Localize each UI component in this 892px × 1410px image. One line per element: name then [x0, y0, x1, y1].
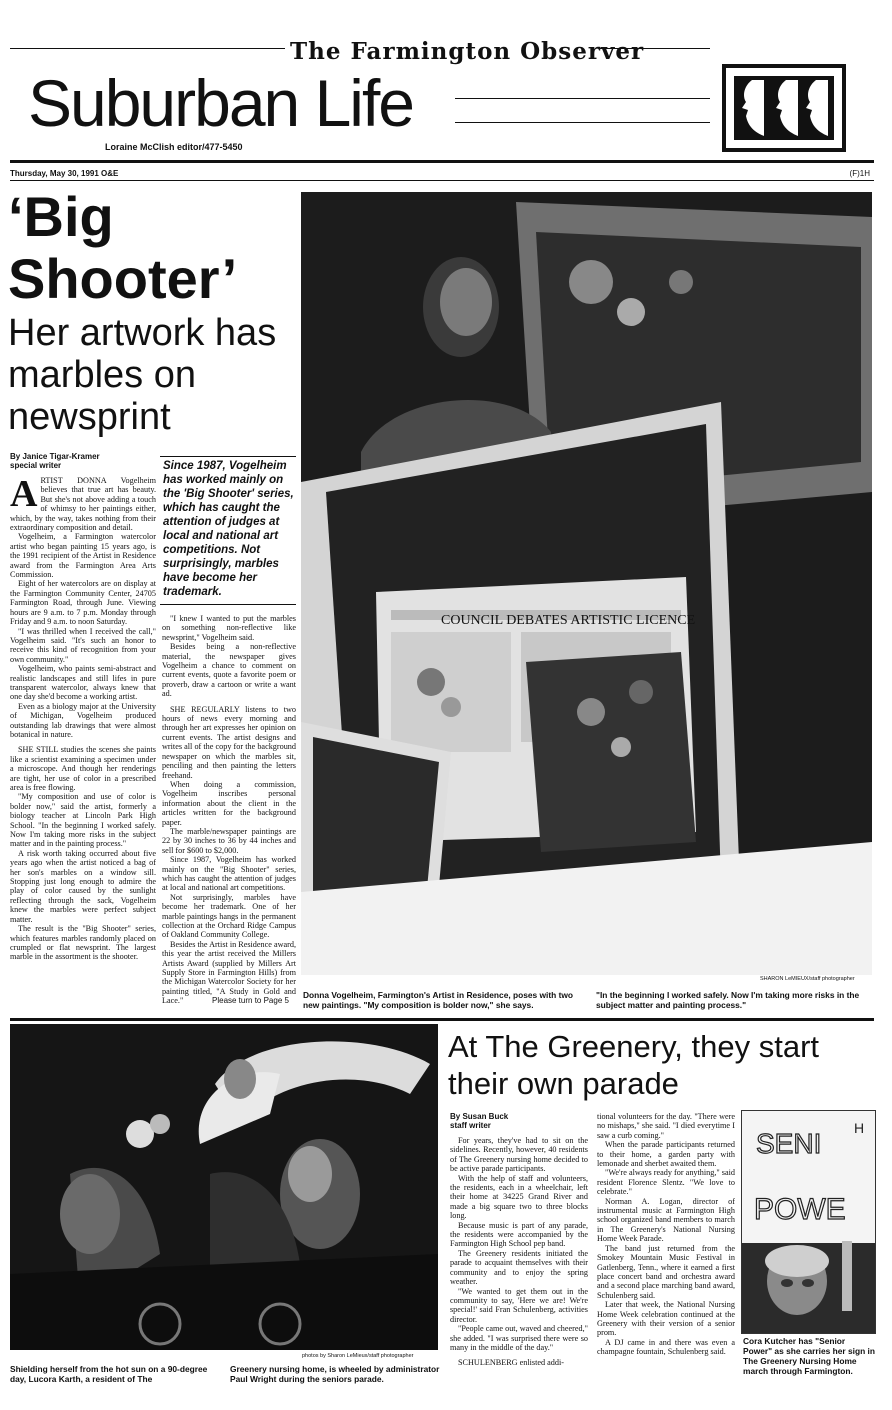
- lead-col1-p5: Vogelheim, who paints semi-abstract and realistic landscapes and still lifes in pure transparent watercolor, always knew that one day she'd become a working artist.: [10, 664, 156, 702]
- greenery-headline: At The Greenery, they start their own parade: [448, 1029, 820, 1101]
- greenery-col2-p5: The band just returned from the Smokey Mountain Music Festival in Gatlenberg, Tenn., where it earned a first place concert band and orchestra award and a second place marching band award, Schulenberg said.: [597, 1243, 735, 1300]
- lead-col1-p2: Vogelheim, a Farmington watercolor artist who began painting 15 years ago, is the 1991 recipient of the Artist in Residence award from the Farmington Area Arts Commission.: [10, 532, 156, 580]
- lead-col1-p4: "I was thrilled when I received the call," Vogelheim said. "It's such an honor to receive this kind of recognition from your own community.": [10, 626, 156, 664]
- title-rule: [455, 98, 710, 99]
- pull-quote-rule-top: [160, 456, 296, 457]
- greenery-col2-p1: tional volunteers for the day. "There were no mishaps," she said. "I died everytime I saw a curb coming.": [597, 1112, 735, 1140]
- pull-quote-rule-bottom: [160, 604, 296, 605]
- lead-byline-role: special writer: [10, 461, 62, 470]
- greenery-col1-p3: Because music is part of any parade, the residents were accompanied by the Farmington High School pep band.: [450, 1220, 588, 1249]
- lead-col2-p2: Besides being a non-reflective material, the newspaper gives Vogelheim a chance to comment on current events, quote a favorite poem or proverb, draw a cartoon or write a want ad.: [162, 642, 296, 699]
- lead-col1-p8: "My composition and use of color is bolder now," said the artist, formerly a biology teacher at Lincoln Park High School. "In the beginning I worked safely. Now I'm taking more risks in the subject matter and in the painting process.": [10, 792, 156, 849]
- masthead-logo: [722, 64, 846, 152]
- greenery-byline: [450, 1112, 508, 1130]
- paper-name: The Farmington Observer: [290, 38, 645, 65]
- senior-power-sign-image: [742, 1111, 875, 1333]
- greenery-byline-name: By Susan Buck: [450, 1112, 509, 1121]
- greenery-col2-p4: Norman A. Logan, director of instrumental music at Farmington High school organized band members to march in The Greenery's National Nursing Home Week Parade.: [597, 1196, 735, 1244]
- lead-photo-credit: SHARON LeMIEUX/staff photographer: [760, 976, 855, 982]
- pull-quote: Since 1987, Vogelheim has worked mainly on the 'Big Shooter' series, which has caught the attention of judges at local and national art competitions. Not surprisingly, marbles have become her trademark.: [163, 460, 294, 598]
- greenery-byline-role: staff writer: [450, 1121, 491, 1130]
- lead-col2-p7: Not surprisingly, marbles have become her trademark. One of her marble paintings hangs in the permanent collection at the Orchard Ridge Campus of Oakland Community College.: [162, 892, 296, 940]
- senior-power-photo: [741, 1110, 876, 1334]
- lead-column-1: [10, 473, 156, 1006]
- greenery-col1-p4: The Greenery residents initiated the parade to acquaint themselves with their community and to enjoy the spring weather.: [450, 1248, 588, 1287]
- story-divider: [10, 1018, 874, 1021]
- section-title: Suburban Life: [28, 66, 413, 140]
- lead-col2-p1: "I knew I wanted to put the marbles on something non-reflective like newsprint," Vogelheim said.: [162, 614, 296, 642]
- greenery-col2-p2: When the parade participants returned to their home, a garden party with lemonade and sherbet awaited them.: [597, 1140, 735, 1169]
- masthead-bottom-rule: [10, 160, 874, 163]
- faces-logo-art: [734, 76, 834, 140]
- lead-byline-name: By Janice Tigar-Kramer: [10, 452, 100, 461]
- greenery-col1-p6: "People came out, waved and cheered," she added. "I was surprised there were so many in the middle of the day.": [450, 1324, 588, 1352]
- lead-col1-p7: SHE STILL studies the scenes she paints like a scientist examining a specimen under a microscope. And though her renderings are tight, her use of color in a prescribed area is free flowing.: [10, 745, 156, 792]
- lead-col1-p6: Even as a biology major at the University of Michigan, Vogelheim produced outstanding lab drawings that were almost botanical in nature.: [10, 701, 156, 739]
- lead-col2-p5: The marble/newspaper paintings are 22 by 30 inches to 36 by 44 inches and sell for $600 to $2,000.: [162, 826, 296, 855]
- artist-with-paintings-image: [301, 192, 872, 975]
- lead-col2-p3: SHE REGULARLY listens to two hours of news every morning and through her art expresses her opinion on current events. The artist designs and writes all of the copy for the background newspaper on which the marbles sit, penciling and then painting the letters freehand.: [162, 704, 296, 780]
- greenery-col1-p7: SCHULENBERG enlisted addi-: [458, 1358, 564, 1368]
- parade-caption-mid: Greenery nursing home, is wheeled by administrator Paul Wright during the seniors parade.: [230, 1364, 440, 1384]
- date-line: Thursday, May 30, 1991 O&E: [10, 169, 119, 178]
- lead-caption-left: Donna Vogelheim, Farmington's Artist in Residence, poses with two new paintings. "My composition is bolder now," she says.: [303, 990, 574, 1010]
- greenery-column-2: [597, 1112, 735, 1392]
- jump-line: Please turn to Page 5: [212, 996, 289, 1005]
- parade-photo-credit: photos by Sharon LeMieux/staff photographer: [302, 1353, 414, 1359]
- lead-col2-p8: Besides the Artist in Residence award, this year the artist received the Millers Artists Award (supplied by Millers Art Supply Store in Farmington Hills) from the Michigan Watercolor Society for her painting titled, "A Study in Gold and Lace.": [162, 939, 296, 1006]
- lead-subhead: Her artwork has marbles on newsprint: [8, 312, 277, 438]
- lead-headline: ‘Big Shooter’: [8, 185, 238, 310]
- lead-col1-p9: A risk worth taking occurred about five years ago when the artist noticed a bag of her son's marbles on a window sill. Stopping just long enough to admire the play of color caused by the sunlight reflecting through the sack, Vogelheim knew the marbles were perfect subject matter.: [10, 848, 156, 924]
- lead-caption-right: "In the beginning I worked safely. Now I'm taking more risks in the subject matter and painting process.": [596, 990, 860, 1010]
- edition-code: (F)1H: [849, 169, 870, 178]
- greenery-col2-p6: Later that week, the National Nursing Home Week celebration continued at the Greenery with their version of a senior prom.: [597, 1300, 735, 1338]
- sign-text-top: SENI: [756, 1128, 822, 1159]
- lead-col2-p6: Since 1987, Vogelheim has worked mainly on the "Big Shooter" series, which has caught the attention of judges at local and national art competitions.: [162, 855, 296, 893]
- greenery-column-1: [450, 1136, 588, 1394]
- lead-col1-p1: RTIST DONNA Vogelheim believes that true art has beauty. But she's not above adding a touch of whimsy to her paintings either, which, by the way, takes nothing from their extraordinary composition and detail.: [10, 476, 156, 533]
- drop-cap: A: [10, 473, 38, 515]
- masthead-rule-left: [10, 48, 285, 49]
- lead-photo: [301, 192, 872, 975]
- faces-icon: [734, 76, 834, 140]
- title-rule-2: [455, 122, 710, 123]
- greenery-col2-p3: "We're always ready for anything," said resident Florence Slentz. "We love to celebrate.": [597, 1168, 735, 1197]
- greenery-col2-p7: A DJ came in and there was even a champagne fountain, Schulenberg said.: [597, 1337, 735, 1357]
- sign-text-corner: H: [854, 1120, 865, 1136]
- editor-line: Loraine McClish editor/477-5450: [105, 142, 243, 152]
- lead-col1-p3: Eight of her watercolors are on display at the Farmington Community Center, 24705 Farmington Road, through June. Viewing hours are 9 a.m. to 7 p.m. Monday through Friday and 9 a.m. to noon Saturday.: [10, 579, 156, 627]
- council-headline-in-photo: COUNCIL DEBATES ARTISTIC LICENCE: [441, 613, 696, 628]
- sign-text-bottom: POWE: [754, 1193, 846, 1226]
- lead-col2-p4: When doing a commission, Vogelheim inscribes personal information about the client in the articles written for the background paper.: [162, 779, 296, 827]
- senior-power-caption: Cora Kutcher has "Senior Power" as she carries her sign in The Greenery Nursing Home march through Farmington.: [743, 1336, 875, 1376]
- greenery-col1-p1: For years, they've had to sit on the sidelines. Recently, however, 40 residents of The Greenery nursing home decided to be active parade participants.: [450, 1136, 588, 1174]
- parade-wheelchair-image: [10, 1024, 438, 1350]
- dateline-rule: [10, 180, 874, 181]
- greenery-col1-p5: "We wanted to get them out in the community to say, 'Here we are! We're special!' said Fran Schulenberg, activities director.: [450, 1286, 588, 1324]
- parade-caption-left: Shielding herself from the hot sun on a 90-degree day, Lucora Karth, a resident of The: [10, 1364, 208, 1384]
- lead-col1-p10: The result is the "Big Shooter" series, which features marbles randomly placed on crumpled or flat newsprint. The largest marble in the assortment is the shooter.: [10, 924, 156, 962]
- greenery-col1-p2: With the help of staff and volunteers, the residents, each in a wheelchair, left their home at 34225 Grand River and made a big square two to three blocks long.: [450, 1173, 588, 1221]
- parade-photo: [10, 1024, 438, 1350]
- lead-byline: [10, 452, 100, 470]
